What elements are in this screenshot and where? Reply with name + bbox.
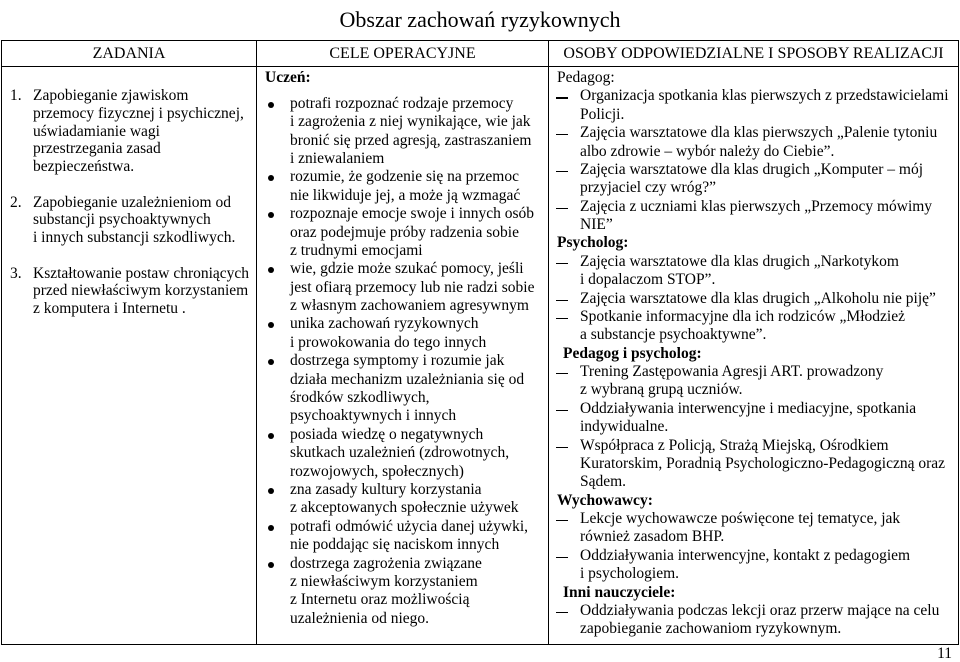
activity-item <box>557 400 955 437</box>
goal-text: rozumie, że godzenie się na przemoc nie likwiduje jej, a może ją wzmagać <box>290 168 521 204</box>
task-number: 2. <box>10 193 22 211</box>
bullet-icon <box>268 267 274 273</box>
activity-item <box>557 124 955 161</box>
bullet-icon <box>268 488 274 494</box>
role-label: Inni nauczyciele: <box>563 583 676 601</box>
role-group <box>557 584 955 639</box>
goal-item <box>265 518 545 555</box>
goal-item <box>265 168 545 205</box>
dash-icon <box>556 373 568 374</box>
goal-item <box>265 260 545 315</box>
bullet-icon <box>268 102 274 108</box>
activity-text: Oddziaływania interwencyjne i mediacyjne, spotkania indywidualne. <box>580 399 917 436</box>
goals-list <box>265 95 545 628</box>
bullet-icon <box>268 212 274 218</box>
activity-text: Zajęcia warsztatowe dla klas drugich „Narkotykom i dopalaczom STOP”. <box>580 252 899 289</box>
header-people: OSOBY ODPOWIEDZIALNE I SPOSOBY REALIZACJI <box>563 45 944 62</box>
goal-item <box>265 555 545 629</box>
dash-icon <box>556 447 568 448</box>
activity-text: Organizacja spotkania klas pierwszych z przedstawicielami Policji. <box>580 87 949 123</box>
role-label: Pedagog i psycholog: <box>563 344 702 362</box>
activity-text: Lekcje wychowawcze poświęcone tej tematyce, jak również zasadom BHP. <box>580 510 901 546</box>
role-group <box>557 345 955 492</box>
task-item <box>10 194 254 247</box>
activity-item <box>557 437 955 492</box>
dash-icon <box>556 263 568 264</box>
dash-icon <box>556 318 568 319</box>
header-goals: CELE OPERACYJNE <box>329 45 476 62</box>
tasks-column <box>10 87 254 336</box>
task-item <box>10 265 254 318</box>
goal-text: potrafi rozpoznać rodzaje przemocy i zagrożenia z niej wynikające, wie jak bronić się przed agresją, zastraszaniem i zniewalaniem <box>290 94 532 167</box>
bullet-icon <box>268 525 274 531</box>
activity-item <box>557 198 955 235</box>
role-group <box>557 234 955 344</box>
dash-icon <box>556 97 568 98</box>
role-label: Pedagog: <box>557 69 615 86</box>
people-column <box>557 69 955 639</box>
student-label: Uczeń: <box>265 69 311 86</box>
activity-item <box>557 87 955 124</box>
goal-item <box>265 481 545 518</box>
bullet-icon <box>268 433 274 439</box>
table-border-left <box>1 40 2 645</box>
goal-item <box>265 315 545 352</box>
dash-icon <box>556 612 568 613</box>
goals-column <box>265 69 545 628</box>
dash-icon <box>556 410 568 411</box>
goal-text: posiada wiedzę o negatywnych skutkach uzależnień (zdrowotnych, rozwojowych, społecznych) <box>290 425 510 480</box>
dash-icon <box>556 300 568 301</box>
bullet-icon <box>268 175 274 181</box>
goal-text: zna zasady kultury korzystania z akceptowanych społecznie używek <box>290 480 519 517</box>
goal-text: wie, gdzie może szukać pomocy, jeśli jest ofiarą przemocy lub nie radzi sobie z własnym zachowaniem agresywnym <box>290 260 535 315</box>
header-row-border <box>1 66 959 67</box>
activity-text: Współpraca z Policją, Strażą Miejską, Ośrodkiem Kuratorskim, Poradnią Psychologiczno-Pedagogiczną oraz Sądem. <box>580 436 946 491</box>
goal-item <box>265 95 545 169</box>
dash-icon <box>556 208 568 209</box>
activity-item <box>557 253 955 290</box>
activity-item <box>557 602 955 639</box>
role-group <box>557 492 955 584</box>
dash-icon <box>556 557 568 558</box>
activity-text: Spotkanie informacyjne dla ich rodziców „Młodzież a substancje psychoaktywne”. <box>580 307 905 344</box>
activity-text: Zajęcia warsztatowe dla klas drugich „Komputer – mój przyjaciel czy wróg?” <box>580 160 924 197</box>
goal-item <box>265 205 545 260</box>
task-number: 1. <box>10 87 22 104</box>
activity-item <box>557 510 955 547</box>
column-divider <box>256 40 257 645</box>
role-label: Psycholog: <box>557 234 629 252</box>
activity-item <box>557 363 955 400</box>
goal-text: potrafi odmówić użycia danej używki, nie poddając się naciskom innych <box>290 517 529 554</box>
task-text: Kształtowanie postaw chroniących przed niewłaściwym korzystaniem z komputera i Internetu . <box>33 264 250 317</box>
activity-item <box>557 547 955 584</box>
bullet-icon <box>268 322 274 328</box>
activity-item <box>557 161 955 198</box>
task-text: Zapobieganie zjawiskom przemocy fizycznej i psychicznej, uświadamianie wagi przestrzegania zasad bezpieczeństwa. <box>33 87 244 175</box>
page-title: Obszar zachowań ryzykownych <box>339 7 621 32</box>
activity-text: Oddziaływania podczas lekcji oraz przerw mające na celu zapobieganie zachowaniom ryzykownym. <box>580 601 940 638</box>
dash-icon <box>556 520 568 521</box>
table-border-right <box>958 40 959 645</box>
goal-text: rozpoznaje emocje swoje i innych osób oraz podejmuje próby radzenia sobie z trudnymi emocjami <box>290 205 535 259</box>
header-tasks: ZADANIA <box>92 45 166 62</box>
dash-icon <box>556 171 568 172</box>
dash-icon <box>556 134 568 135</box>
activity-item <box>557 290 955 308</box>
page-number: 11 <box>937 645 952 662</box>
table-border-bottom <box>1 644 959 645</box>
activity-text: Trening Zastępowania Agresji ART. prowadzony z wybraną grupą uczniów. <box>580 363 884 399</box>
goal-item <box>265 352 545 426</box>
column-divider <box>548 40 549 645</box>
activity-text: Zajęcia z uczniami klas pierwszych „Przemocy mówimy NIE” <box>580 197 933 233</box>
activity-item <box>557 308 955 345</box>
bullet-icon <box>268 562 274 568</box>
task-number: 3. <box>10 264 22 282</box>
role-group <box>557 69 955 234</box>
goal-text: dostrzega symptomy i rozumie jak działa mechanizm uzależniania się od środków szkodliwych, psychoaktywnych i innych <box>290 352 525 425</box>
task-item <box>10 87 254 176</box>
activity-text: Zajęcia warsztatowe dla klas pierwszych „Palenie tytoniu albo zdrowie – wybór należy do Ciebie”. <box>580 124 938 160</box>
role-label: Wychowawcy: <box>557 491 653 509</box>
task-text: Zapobieganie uzależnieniom od substancji psychoaktywnych i innych substancji szkodliwych. <box>33 193 236 246</box>
activity-text: Zajęcia warsztatowe dla klas drugich „Alkoholu nie piję” <box>580 289 936 307</box>
goal-text: unika zachowań ryzykownych i prowokowania do tego innych <box>290 315 487 351</box>
bullet-icon <box>268 359 274 365</box>
goal-text: dostrzega zagrożenia związane z niewłaściwym korzystaniem z Internetu oraz możliwością uzależnienia od niego. <box>290 554 482 627</box>
activity-text: Oddziaływania interwencyjne, kontakt z pedagogiem i psychologiem. <box>580 546 911 583</box>
goal-item <box>265 426 545 481</box>
